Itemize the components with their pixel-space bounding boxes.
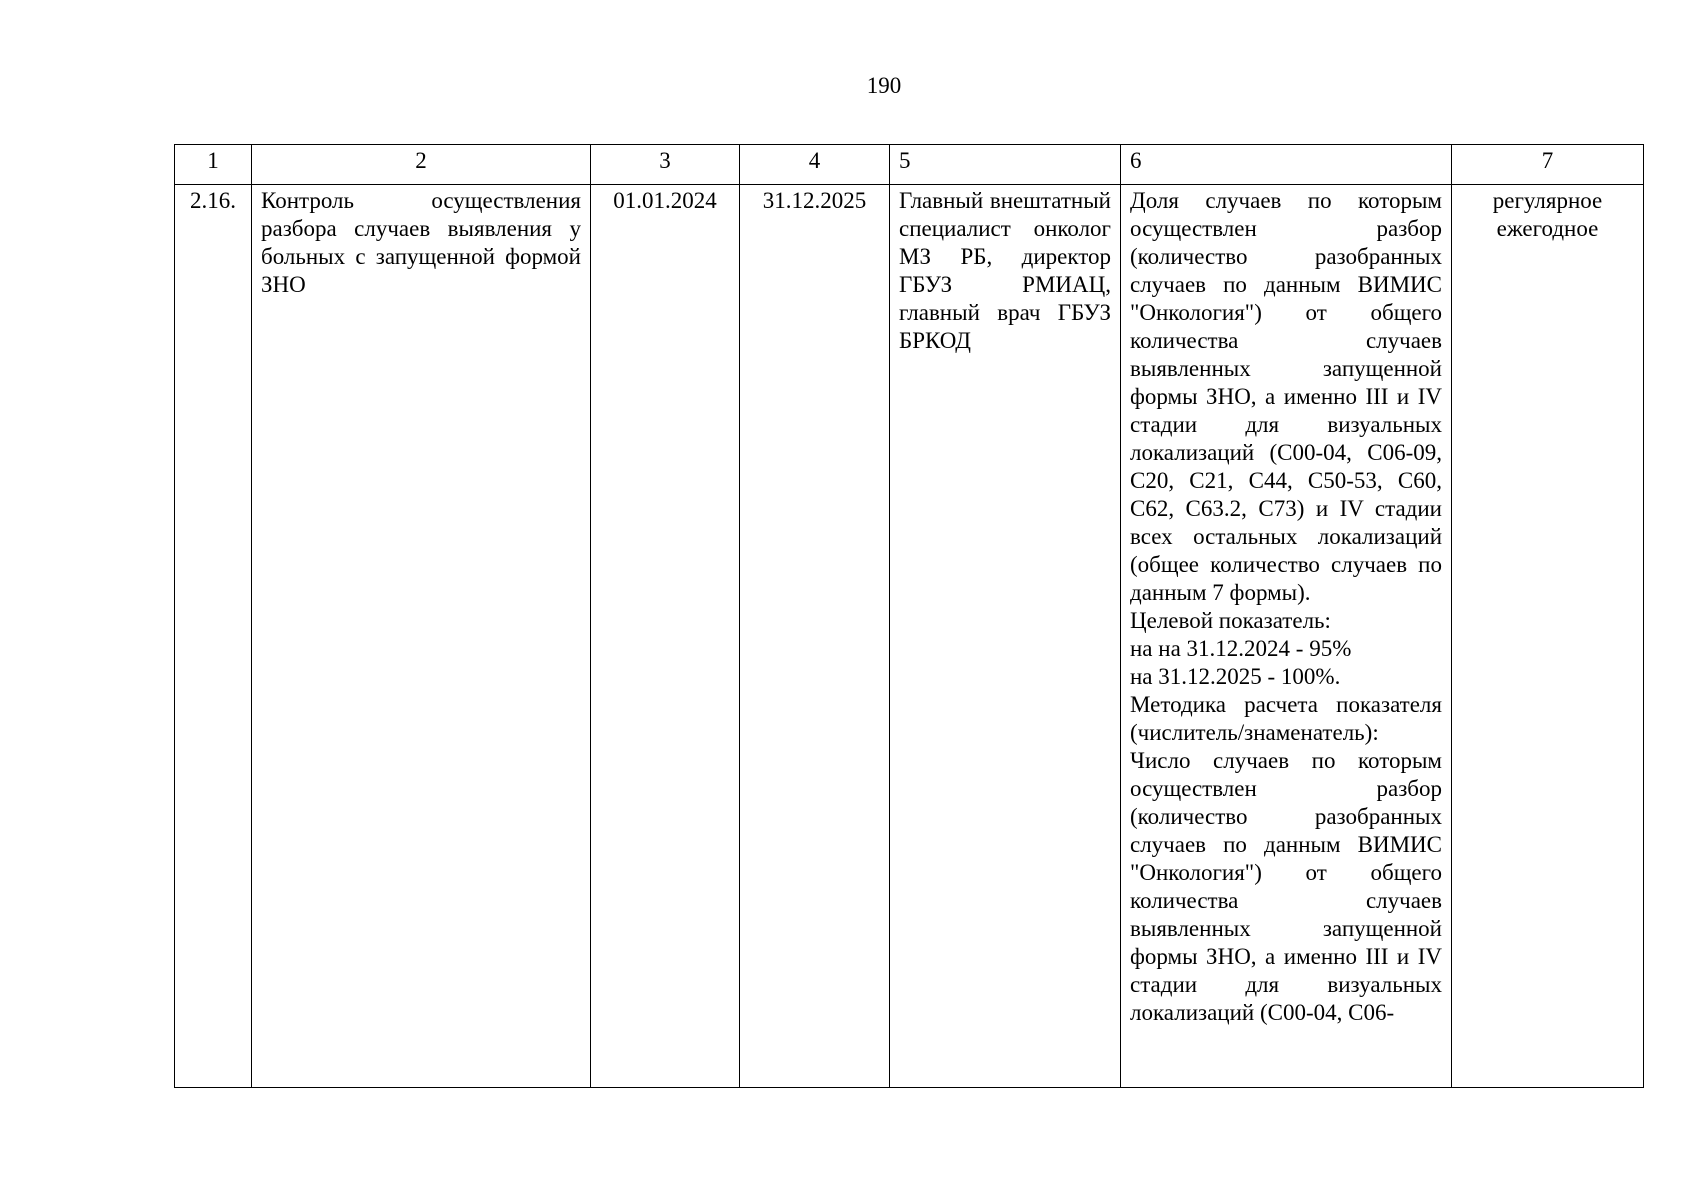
table-row bbox=[175, 185, 1644, 1088]
page-number: 190 bbox=[866, 73, 902, 98]
responsible-cell: Главный внештатный специалист онколог МЗ РБ, директор ГБУЗ РМИАЦ, главный врач ГБУЗ БРКОД bbox=[890, 185, 1121, 1088]
column-header-5: 5 bbox=[890, 145, 1121, 185]
column-header-1: 1 bbox=[175, 145, 252, 185]
column-header-4: 4 bbox=[740, 145, 890, 185]
activity-name-cell: Контроль осуществления разбора случаев выявления у больных с запущенной формой ЗНО bbox=[252, 185, 591, 1088]
column-header-3: 3 bbox=[591, 145, 740, 185]
start-date-cell: 01.01.2024 bbox=[591, 185, 740, 1088]
indicator-paragraph: Методика расчета показателя (числитель/знаменатель): bbox=[1130, 692, 1442, 745]
column-header-7: 7 bbox=[1452, 145, 1644, 185]
indicator-cell bbox=[1121, 185, 1452, 1088]
row-number-cell: 2.16. bbox=[175, 185, 252, 1088]
periodicity-cell: регулярное ежегодное bbox=[1452, 185, 1644, 1088]
indicator-paragraph: Число случаев по которым осуществлен разбор (количество разобранных случаев по данным ВИМИС "Онкология") от общего количества случаев выявленных запущенной формы ЗНО, а именно III и IV стадии для визуальных локализаций (С00-04, С06- bbox=[1130, 748, 1442, 1025]
column-header-6: 6 bbox=[1121, 145, 1452, 185]
table-header-row bbox=[175, 145, 1644, 185]
indicator-paragraph: на на 31.12.2024 - 95% bbox=[1130, 636, 1352, 661]
indicator-paragraph: Целевой показатель: bbox=[1130, 608, 1331, 633]
indicator-paragraph: Доля случаев по которым осуществлен разбор (количество разобранных случаев по данным ВИМИС "Онкология") от общего количества случаев выявленных запущенной формы ЗНО, а именно III и IV стадии для визуальных локализаций (С00-04, С06-09, С20, С21, С44, С50-53, С60, С62, С63.2, С73) и IV стадии всех остальных локализаций (общее количество случаев по данным 7 формы). bbox=[1130, 188, 1442, 605]
end-date-cell: 31.12.2025 bbox=[740, 185, 890, 1088]
indicator-paragraph: на 31.12.2025 - 100%. bbox=[1130, 664, 1341, 689]
plan-table bbox=[174, 144, 1644, 1088]
column-header-2: 2 bbox=[252, 145, 591, 185]
